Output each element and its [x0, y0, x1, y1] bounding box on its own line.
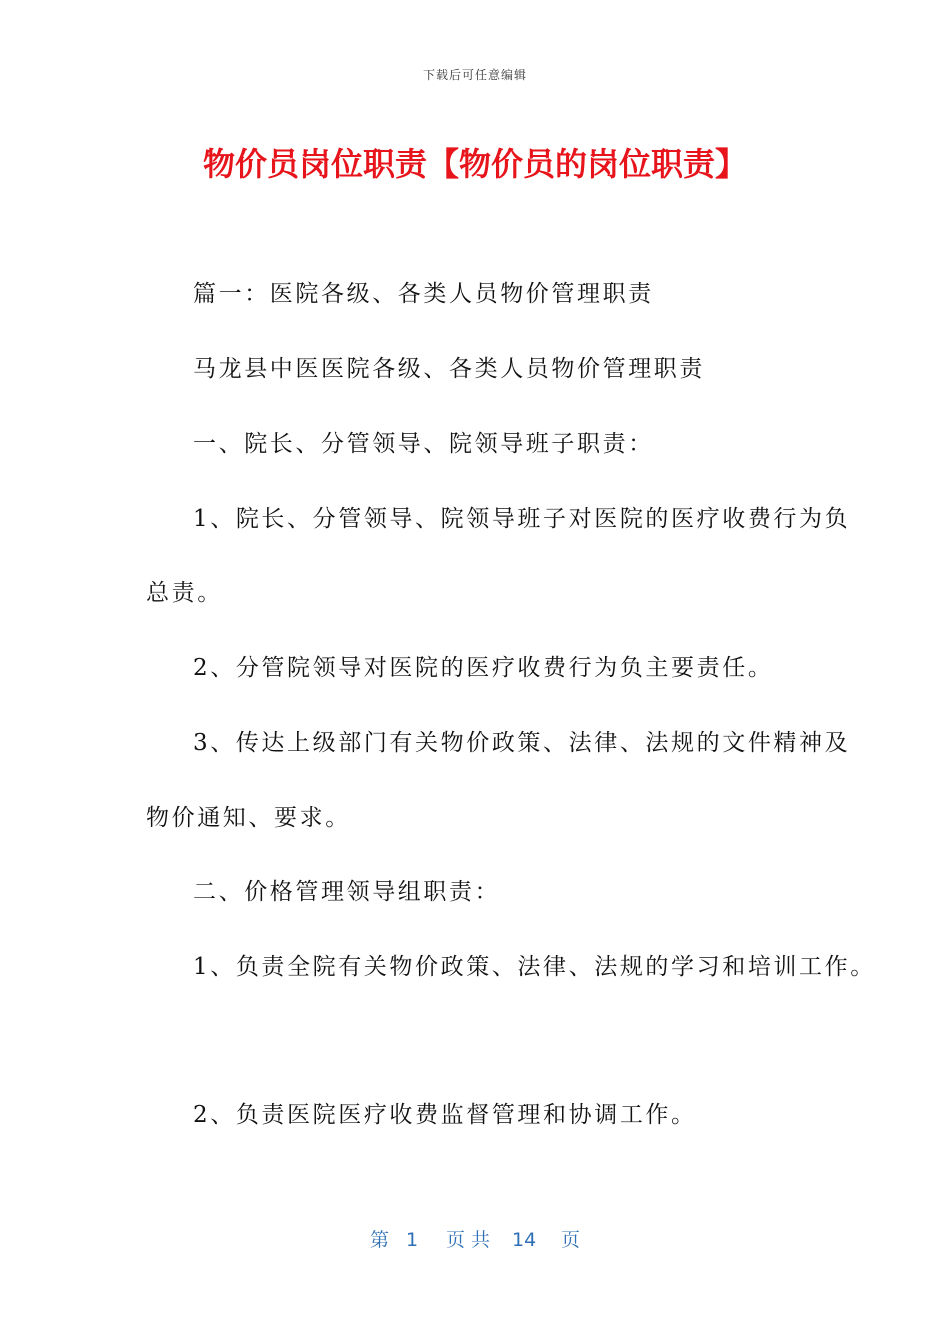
paragraph-item-1-1: 1、院长、分管领导、院领导班子对医院的医疗收费行为负 [193, 506, 851, 532]
document-title: 物价员岗位职责【物价员的岗位职责】 [202, 145, 747, 183]
paragraph-heading-2: 二、价格管理领导组职责： [193, 879, 501, 905]
header-note: 下载后可任意编辑 [422, 68, 527, 82]
paragraph-item-2-2: 2、负责医院医疗收费监督管理和协调工作。 [193, 1102, 697, 1128]
page-footer [0, 1225, 950, 1255]
paragraph-item-2-1: 1、负责全院有关物价政策、法律、法规的学习和培训工作。 [193, 954, 876, 980]
footer-page-prefix: 第 [370, 1229, 390, 1251]
paragraph-section-heading: 篇一：医院各级、各类人员物价管理职责 [193, 281, 654, 307]
footer-page-middle: 页 共 [446, 1229, 491, 1251]
paragraph-item-1-3-cont: 物价通知、要求。 [146, 805, 351, 831]
paragraph-item-1-1-cont: 总责。 [146, 580, 223, 606]
paragraph-heading-1: 一、院长、分管领导、院领导班子职责： [193, 431, 654, 457]
paragraph-item-1-3: 3、传达上级部门有关物价政策、法律、法规的文件精神及 [193, 730, 851, 756]
footer-total-pages: 14 [512, 1229, 537, 1251]
paragraph-item-1-2: 2、分管院领导对医院的医疗收费行为负主要责任。 [193, 655, 774, 681]
footer-page-number: 1 [406, 1229, 419, 1251]
paragraph-subtitle: 马龙县中医医院各级、各类人员物价管理职责 [193, 356, 705, 382]
footer-page-suffix: 页 [561, 1229, 581, 1251]
